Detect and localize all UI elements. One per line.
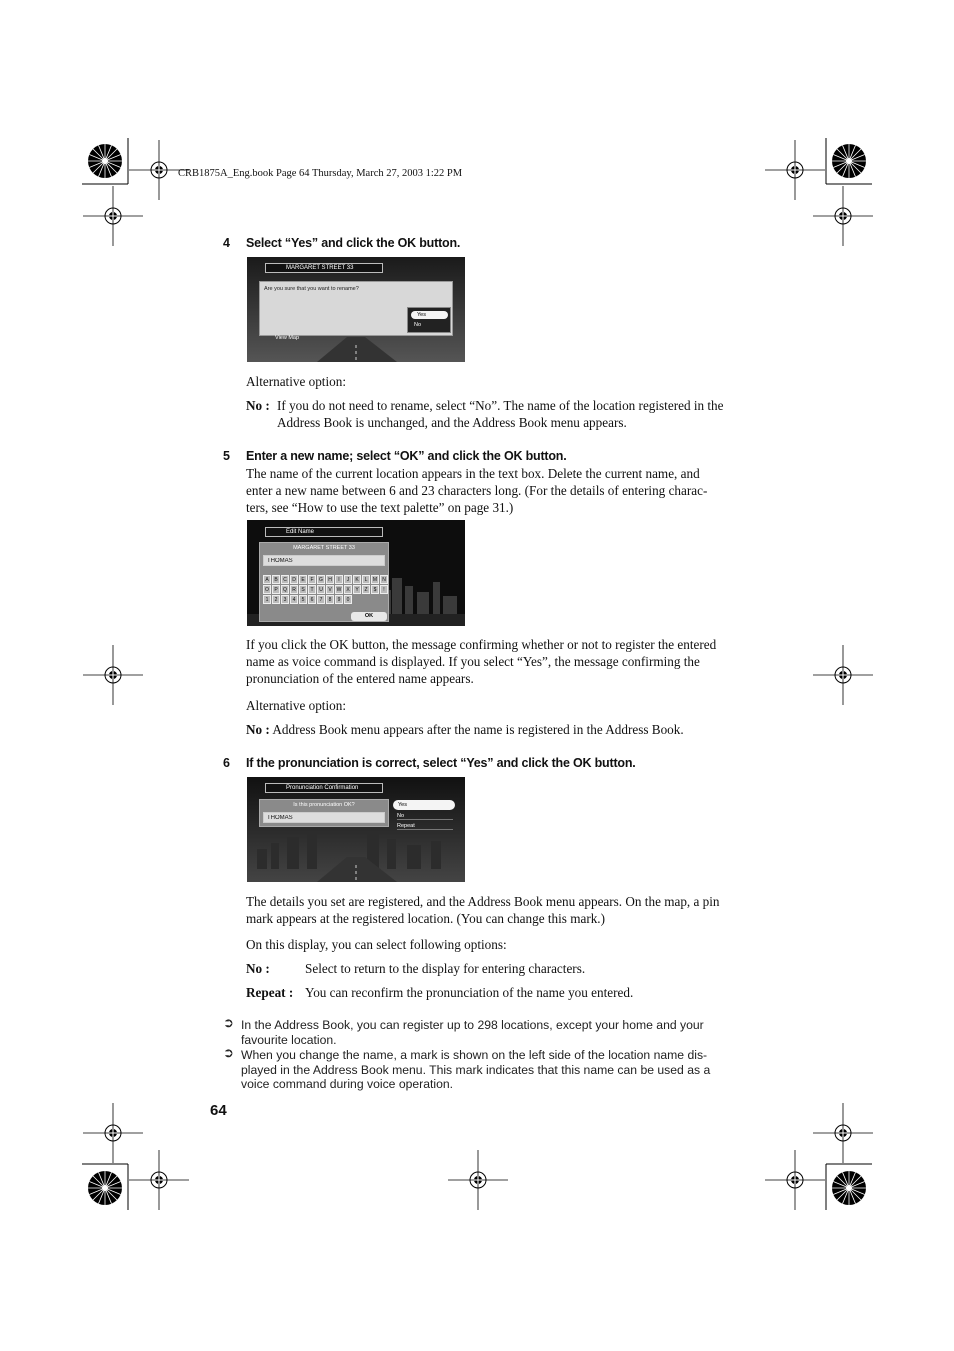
- key-button[interactable]: O: [263, 585, 271, 594]
- yes-option[interactable]: [393, 800, 455, 810]
- step-6-after: [246, 893, 766, 927]
- step-6-heading: [223, 756, 636, 770]
- key-button[interactable]: 8: [326, 595, 334, 604]
- key-button[interactable]: J: [344, 575, 352, 584]
- no-term: No :: [246, 398, 270, 413]
- step-5-no-option: [246, 721, 684, 738]
- title-bar: [265, 527, 383, 537]
- no-term: No :: [246, 722, 270, 737]
- no-text: Select to return to the display for entering characters.: [305, 961, 586, 976]
- yes-label: Yes: [398, 802, 407, 808]
- no-label: No: [414, 322, 422, 328]
- key-button[interactable]: 2: [272, 595, 280, 604]
- page-number: 64: [210, 1102, 227, 1119]
- step-title: Select “Yes” and click the OK button.: [246, 236, 461, 250]
- key-button[interactable]: G: [317, 575, 325, 584]
- screen-pronunciation: [247, 777, 465, 882]
- location-name: MARGARET STREET 33: [286, 265, 354, 271]
- key-button[interactable]: P: [272, 585, 280, 594]
- key-button[interactable]: 9: [335, 595, 343, 604]
- key-button[interactable]: V: [326, 585, 334, 594]
- key-button[interactable]: 6: [308, 595, 316, 604]
- key-button[interactable]: A: [263, 575, 271, 584]
- step-title: Enter a new name; select “OK” and click the OK button.: [246, 449, 567, 463]
- key-row-2: [263, 585, 388, 594]
- key-button[interactable]: !: [380, 585, 388, 594]
- key-button[interactable]: K: [353, 575, 361, 584]
- key-button[interactable]: I: [335, 575, 343, 584]
- step-5-heading: [223, 449, 567, 463]
- desc-line: enter a new name between 6 and 23 characters long. (For the details of entering charac-: [246, 483, 708, 498]
- key-button[interactable]: C: [281, 575, 289, 584]
- view-map-label[interactable]: View Map: [275, 335, 300, 341]
- name-input[interactable]: [263, 555, 385, 566]
- step-6-no-option: [246, 960, 585, 977]
- key-button[interactable]: S: [299, 585, 307, 594]
- key-button[interactable]: 0: [344, 595, 352, 604]
- no-text-line2: Address Book is unchanged, and the Address Book menu appears.: [277, 415, 627, 430]
- screen-edit-name: [247, 520, 465, 626]
- key-button[interactable]: B: [272, 575, 280, 584]
- key-button[interactable]: E: [299, 575, 307, 584]
- after-line: name as voice command is displayed. If you select “Yes”, the message confirming the: [246, 654, 700, 669]
- key-button[interactable]: R: [290, 585, 298, 594]
- key-button[interactable]: M: [372, 577, 378, 583]
- key-button[interactable]: 5: [299, 595, 307, 604]
- arrow-icon: ➲: [223, 1015, 234, 1030]
- step-number: 5: [223, 449, 230, 463]
- key-row-3: [263, 595, 352, 604]
- step-number: 6: [223, 756, 230, 770]
- note-line: favourite location.: [241, 1032, 337, 1047]
- key-button[interactable]: W: [336, 587, 342, 593]
- key-button[interactable]: U: [317, 585, 325, 594]
- note-line: played in the Address Book menu. This mark indicates that this name can be used as a: [241, 1062, 711, 1077]
- after-line: pronunciation of the entered name appears.: [246, 671, 474, 686]
- no-text-line1: If you do not need to rename, select “No”. The name of the location registered in the: [277, 398, 724, 413]
- key-button[interactable]: 4: [290, 595, 298, 604]
- key-button[interactable]: T: [308, 585, 316, 594]
- after-line: mark appears at the registered location. (You can change this mark.): [246, 911, 605, 926]
- note-line: In the Address Book, you can register up to 298 locations, except your home and your: [241, 1018, 704, 1032]
- ok-label: OK: [364, 613, 374, 619]
- step-6-options-intro: On this display, you can select following options:: [246, 937, 507, 952]
- note-2: [223, 1045, 763, 1092]
- step-5-after: [246, 636, 766, 687]
- key-row-1: [263, 575, 388, 584]
- key-button[interactable]: Q: [281, 585, 289, 594]
- screen-title: Pronunciation Confirmation: [286, 785, 359, 791]
- key-button[interactable]: $: [371, 585, 379, 594]
- key-button[interactable]: F: [308, 575, 316, 584]
- no-option[interactable]: [414, 322, 421, 328]
- repeat-text: You can reconfirm the pronunciation of the name you entered.: [305, 985, 634, 1000]
- key-button[interactable]: 7: [317, 595, 325, 604]
- dialog-question: Are you sure that you want to rename?: [264, 286, 359, 292]
- ok-button[interactable]: [351, 612, 387, 621]
- repeat-option[interactable]: [397, 823, 453, 830]
- desc-line: ters, see “How to use the text palette” on page 31.): [246, 500, 514, 515]
- note-line: voice command during voice operation.: [241, 1077, 454, 1092]
- no-label: No: [397, 813, 405, 819]
- after-line: If you click the OK button, the message confirming whether or not to register the entered: [246, 637, 717, 652]
- entry-panel: [259, 542, 389, 622]
- key-button[interactable]: 1: [263, 595, 271, 604]
- note-1: [223, 1015, 763, 1047]
- no-option[interactable]: [397, 813, 453, 820]
- location-bar: [265, 263, 383, 273]
- no-text: Address Book menu appears after the name is registered in the Address Book.: [272, 722, 684, 737]
- step-5-description: [246, 465, 766, 516]
- step-4-heading: [223, 236, 460, 250]
- step-number: 4: [223, 236, 230, 250]
- choice-menu: [407, 307, 451, 333]
- arrow-icon: ➲: [223, 1045, 234, 1060]
- key-button[interactable]: Y: [353, 585, 361, 594]
- confirm-question: Is this pronunciation OK?: [293, 802, 355, 808]
- repeat-term: Repeat :: [246, 985, 294, 1000]
- key-button[interactable]: N: [380, 575, 388, 584]
- key-button[interactable]: Z: [362, 585, 370, 594]
- step-4-no-option: [246, 397, 766, 431]
- step-title: If the pronunciation is correct, select “Yes” and click the OK button.: [246, 756, 636, 770]
- screen-title: Edit Name: [286, 529, 315, 535]
- screen-rename-confirm: [247, 257, 465, 362]
- desc-line: The name of the current location appears in the text box. Delete the current name, and: [246, 466, 700, 481]
- repeat-label: Repeat: [397, 823, 415, 829]
- step-4-alt-label: Alternative option:: [246, 374, 346, 389]
- key-button[interactable]: 3: [281, 595, 289, 604]
- yes-option[interactable]: [411, 311, 448, 319]
- name-field: [263, 812, 385, 823]
- choice-menu: [393, 799, 457, 835]
- note-line: When you change the name, a mark is shown on the left side of the location name dis-: [241, 1048, 708, 1062]
- no-term: No :: [246, 961, 270, 976]
- step-6-repeat-option: [246, 984, 633, 1001]
- key-button[interactable]: H: [326, 575, 334, 584]
- book-header: CRB1875A_Eng.book Page 64 Thursday, March 27, 2003 1:22 PM: [178, 168, 463, 179]
- yes-label: Yes: [417, 312, 426, 318]
- step-5-alt-label: Alternative option:: [246, 698, 346, 713]
- confirm-panel: [259, 799, 389, 827]
- title-bar: [265, 783, 383, 793]
- after-line: The details you set are registered, and the Address Book menu appears. On the map, a pin: [246, 894, 720, 909]
- key-button[interactable]: X: [344, 585, 352, 594]
- key-button[interactable]: L: [362, 575, 370, 584]
- current-location-name: MARGARET STREET 33: [293, 545, 355, 551]
- key-button[interactable]: D: [290, 575, 298, 584]
